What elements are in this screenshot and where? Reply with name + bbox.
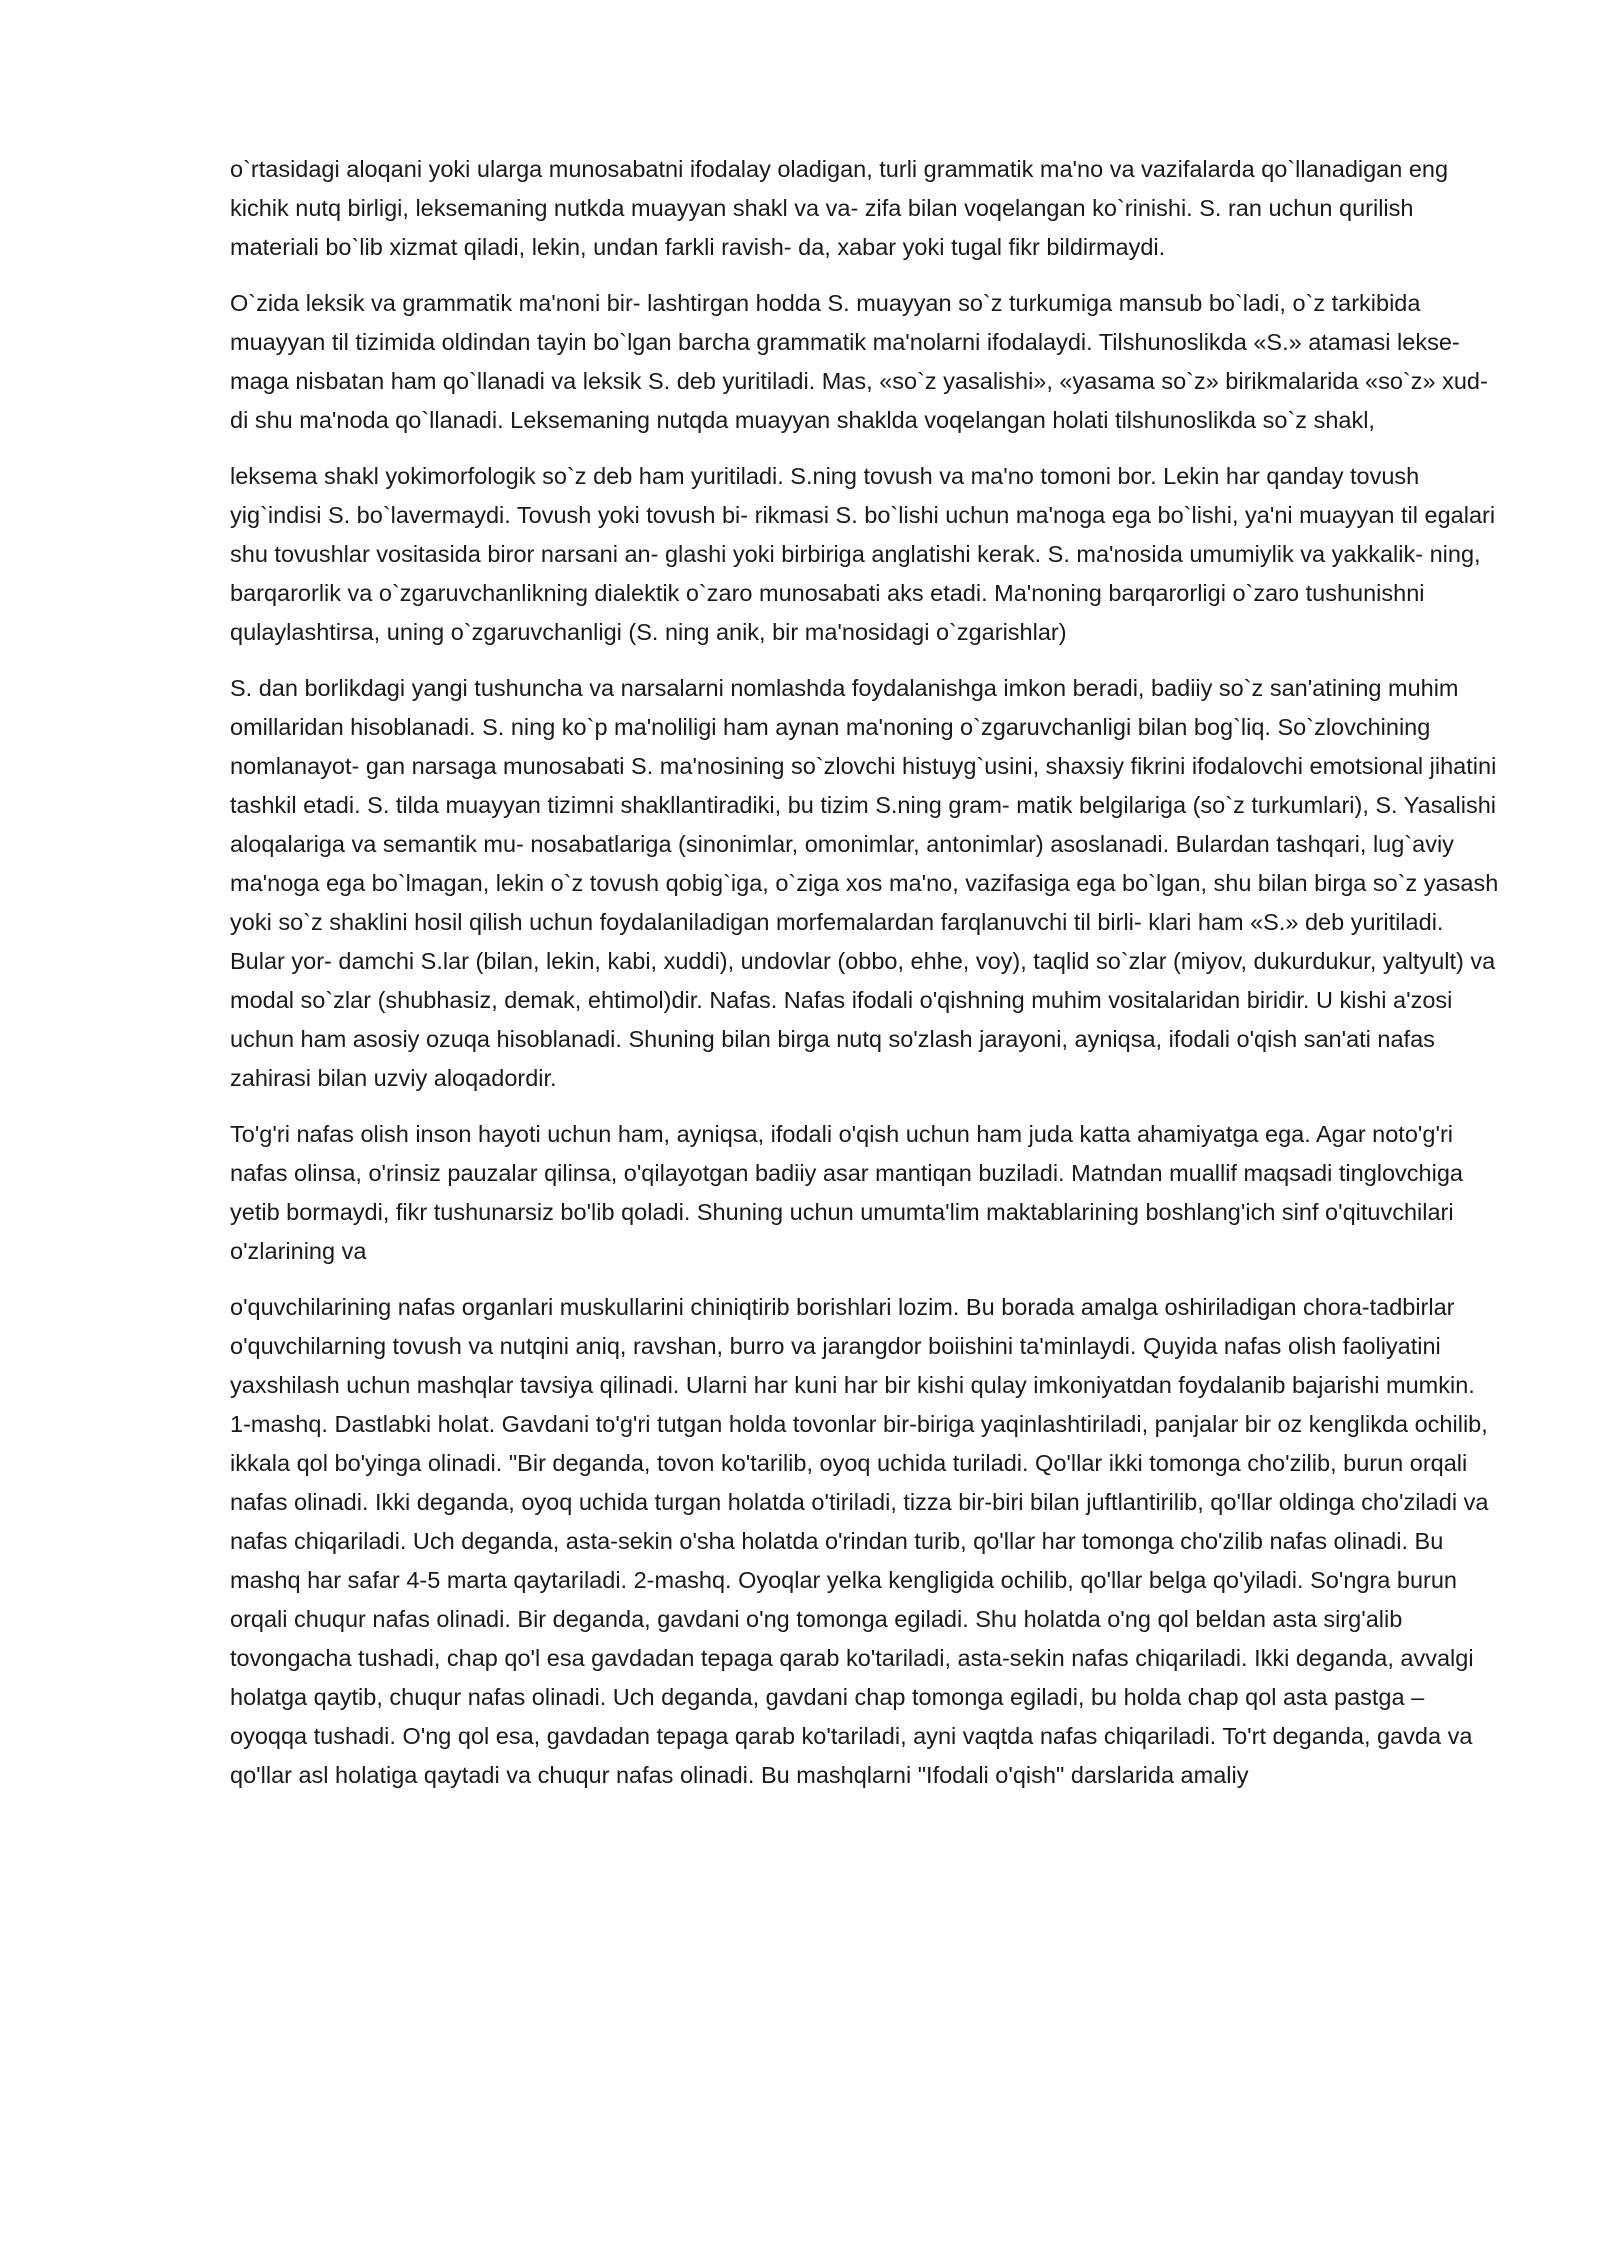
paragraph-1: o`rtasidagi aloqani yoki ularga munosabatni ifodalay oladigan, turli grammatik ma'no va vazifalarda qo`llanadigan eng kichik nutq birligi, leksemaning nutkda muayyan shakl va va- zifa bilan voqelangan ko`rinishi. S. ran uchun qurilish materiali bo`lib xizmat qiladi, lekin, undan farkli ravish- da, xabar yoki tugal fikr bildirmaydi. (230, 156, 1449, 260)
paragraph-6: o'quvchilarining nafas organlari muskullarini chiniqtirib borishlari lozim. Bu borada amalga oshiriladigan chora-tadbirlar o'quvchilarning tovush va nutqini aniq, ravshan, burro va jarangdor boiishini ta'minlaydi. Quyida nafas olish faoliyatini yaxshilash uchun mashqlar tavsiya qilinadi. Ularni har kuni har bir kishi qulay imkoniyatdan foydalanib bajarishi mumkin. 1-mashq. Dastlabki holat. Gavdani to'g'ri tutgan holda tovonlar bir-biriga yaqinlashtiriladi, panjalar bir oz kenglikda ochilib, ikkala qol bo'yinga olinadi. "Bir deganda, tovon ko'tarilib, oyoq uchida turiladi. Qo'llar ikki tomonga cho'zilib, burun orqali nafas olinadi. Ikki deganda, oyoq uchida turgan holatda o'tiriladi, tizza bir-biri bilan juftlantirilib, qo'llar oldinga cho'ziladi va nafas chiqariladi. Uch deganda, asta-sekin o'sha holatda o'rindan turib, qo'llar har tomonga cho'zilib nafas olinadi. Bu mashq har safar 4-5 marta qaytariladi. 2-mashq. Oyoqlar yelka kengligida ochilib, qo'llar belga qo'yiladi. So'ngra burun orqali chuqur nafas olinadi. Bir deganda, gavdani o'ng tomonga egiladi. Shu holatda o'ng qol beldan asta sirg'alib tovongacha tushadi, chap qo'l esa gavdadan tepaga qarab ko'tariladi, asta-sekin nafas chiqariladi. Ikki deganda, avvalgi holatga qaytib, chuqur nafas olinadi. Uch deganda, gavdani chap tomonga egiladi, bu holda chap qol asta pastga – oyoqqa tushadi. O'ng qol esa, gavdadan tepaga qarab ko'tariladi, ayni vaqtda nafas chiqariladi. To'rt deganda, gavda va qo'llar asl holatiga qaytadi va chuqur nafas olinadi. Bu mashqlarni "Ifodali o'qish" darslarida amaliy (230, 1294, 1489, 1788)
paragraph-3: leksema shakl yokimorfologik so`z deb ham yuritiladi. S.ning tovush va ma'no tomoni bor. Lekin har qanday tovush yig`indisi S. bo`lavermaydi. Tovush yoki tovush bi- rikmasi S. bo`lishi uchun ma'noga ega bo`lishi, ya'ni muayyan til egalari shu tovushlar vositasida biror narsani an- glashi yoki birbiriga anglatishi kerak. S. ma'nosida umumiylik va yakkalik- ning, barqarorlik va o`zgaruvchanlikning dialektik o`zaro munosabati aks etadi. Ma'noning barqarorligi o`zaro tushunishni qulaylashtirsa, uning o`zgaruvchanligi (S. ning anik, bir ma'nosidagi o`zgarishlar) (230, 463, 1496, 645)
paragraph-5: To'g'ri nafas olish inson hayoti uchun ham, ayniqsa, ifodali o'qish uchun ham juda katta ahamiyatga ega. Agar noto'g'ri nafas olinsa, o'rinsiz pauzalar qilinsa, o'qilayotgan badiiy asar mantiqan buziladi. Matndan muallif maqsadi tinglovchiga yetib bormaydi, fikr tushunarsiz bo'lib qoladi. Shuning uchun umumta'lim maktablarining boshlang'ich sinf o'qituvchilari o'zlarining va (230, 1121, 1463, 1264)
document-page (230, 150, 1500, 1812)
paragraph-2: O`zida leksik va grammatik ma'noni bir- lashtirgan hodda S. muayyan so`z turkumiga mansub bo`ladi, o`z tarkibida muayyan til tizimida oldindan tayin bo`lgan barcha grammatik ma'nolarni ifodalaydi. Tilshunoslikda «S.» atamasi lekse- maga nisbatan ham qo`llanadi va leksik S. deb yuritiladi. Mas, «so`z yasalishi», «yasama so`z» birikmalarida «so`z» xud- di shu ma'noda qo`llanadi. Leksemaning nutqda muayyan shaklda voqelangan holati tilshunoslikda so`z shakl, (230, 290, 1488, 433)
paragraph-4: S. dan borlikdagi yangi tushuncha va narsalarni nomlashda foydalanishga imkon beradi, badiiy so`z san'atining muhim omillaridan hisoblanadi. S. ning ko`p ma'noliligi ham aynan ma'noning o`zgaruvchanligi bilan bog`liq. So`zlovchining nomlanayot- gan narsaga munosabati S. ma'nosining so`zlovchi histuyg`usini, shaxsiy fikrini ifodalovchi emotsional jihatini tashkil etadi. S. tilda muayyan tizimni shakllantiradiki, bu tizim S.ning gram- matik belgilariga (so`z turkumlari), S. Yasalishi aloqalariga va semantik mu- nosabatlariga (sinonimlar, omonimlar, antonimlar) asoslanadi. Bulardan tashqari, lug`aviy ma'noga ega bo`lmagan, lekin o`z tovush qobig`iga, o`ziga xos ma'no, vazifasiga ega bo`lgan, shu bilan birga so`z yasash yoki so`z shaklini hosil qilish uchun foydalaniladigan morfemalardan farqlanuvchi til birli- klari ham «S.» deb yuritiladi. Bular yor- damchi S.lar (bilan, lekin, kabi, xuddi), undovlar (obbo, ehhe, voy), taqlid so`zlar (miyov, dukurdukur, yaltyult) va modal so`zlar (shubhasiz, demak, ehtimol)dir. Nafas. Nafas ifodali o'qishning muhim vositalaridan biridir. U kishi a'zosi uchun ham asosiy ozuqa hisoblanadi. Shuning bilan birga nutq so'zlash jarayoni, ayniqsa, ifodali o'qish san'ati nafas zahirasi bilan uzviy aloqadordir. (230, 675, 1499, 1091)
